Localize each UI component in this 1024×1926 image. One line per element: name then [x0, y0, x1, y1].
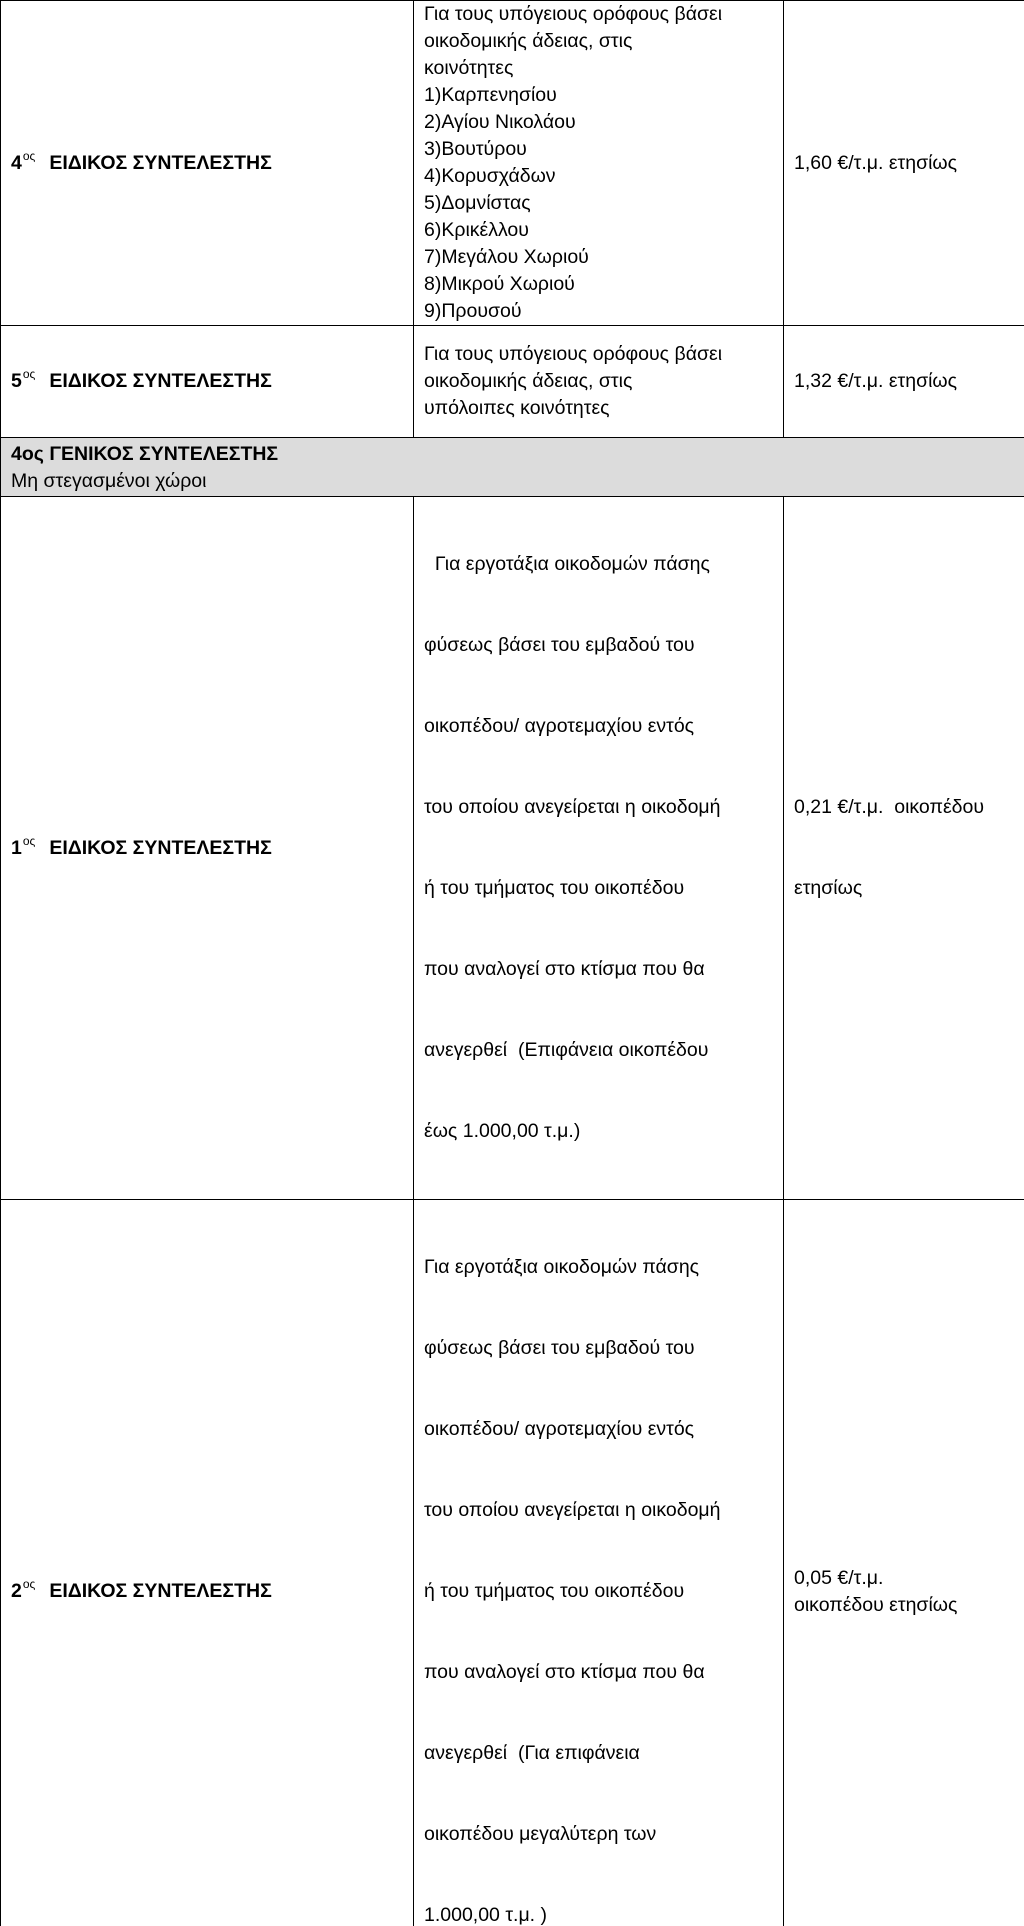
description-cell [414, 497, 784, 1200]
rate-value: 1,60 €/τ.μ. ετησίως [794, 150, 1018, 177]
description-line: οικοδομικής άδειας, στις [424, 368, 777, 395]
general-coefficient-title: 4ος ΓΕΝΙΚΟΣ ΣΥΝΤΕΛΕΣΤΗΣ [11, 441, 1018, 468]
description-line: Για εργοτάξια οικοδομών πάσης [424, 1254, 777, 1281]
general-coefficient-row [1, 438, 1024, 497]
description-line: Για τους υπόγειους ορόφους βάσει [424, 341, 777, 368]
coefficient-label: ΕΙΔΙΚΟΣ ΣΥΝΤΕΛΕΣΤΗΣ [49, 152, 271, 174]
description-line: 2)Αγίου Νικολάου [424, 109, 777, 136]
ordinal-number: $1^{o\varsigma}$ [11, 835, 35, 862]
description-line: 9)Προυσού [424, 298, 777, 325]
rate-cell [784, 497, 1024, 1200]
table-row [1, 1200, 1024, 1926]
rate-value: ετησίως [794, 875, 1018, 902]
description-line: έως 1.000,00 τ.μ.) [424, 1118, 777, 1145]
general-coefficient-subtitle: Μη στεγασμένοι χώροι [11, 468, 1018, 495]
general-coefficient-cell [1, 438, 1024, 497]
description-line: φύσεως βάσει του εμβαδού του [424, 1335, 777, 1362]
description-line: που αναλογεί στο κτίσμα που θα [424, 1659, 777, 1686]
description-line: ανεγερθεί (Για επιφάνεια [424, 1740, 777, 1767]
description-line: 1)Καρπενησίου [424, 82, 777, 109]
description-line: 8)Μικρού Χωριού [424, 271, 777, 298]
rate-cell [784, 326, 1024, 438]
description-line: 7)Μεγάλου Χωριού [424, 244, 777, 271]
description-line: που αναλογεί στο κτίσμα που θα [424, 956, 777, 983]
description-cell [414, 326, 784, 438]
description-line: φύσεως βάσει του εμβαδού του [424, 632, 777, 659]
description-line: 5)Δομνίστας [424, 190, 777, 217]
ordinal-number: $4^{o\varsigma}$ [11, 150, 35, 177]
description-line: του οποίου ανεγείρεται η οικοδομή [424, 794, 777, 821]
coefficient-label: ΕΙΔΙΚΟΣ ΣΥΝΤΕΛΕΣΤΗΣ [49, 837, 271, 859]
rate-cell [784, 1, 1024, 326]
description-line: ή του τμήματος του οικοπέδου [424, 1578, 777, 1605]
description-line: οικοπέδου/ αγροτεμαχίου εντός [424, 1416, 777, 1443]
description-line: Για τους υπόγειους ορόφους βάσει [424, 1, 777, 28]
description-line: 1.000,00 τ.μ. ) [424, 1902, 777, 1926]
coefficient-label-cell [1, 1200, 414, 1926]
description-line: ανεγερθεί (Επιφάνεια οικοπέδου [424, 1037, 777, 1064]
coefficient-label-cell [1, 326, 414, 438]
table-row [1, 326, 1024, 438]
coefficient-label: ΕΙΔΙΚΟΣ ΣΥΝΤΕΛΕΣΤΗΣ [49, 370, 271, 392]
rate-value: οικοπέδου ετησίως [794, 1592, 1018, 1619]
description-line: οικοπέδου/ αγροτεμαχίου εντός [424, 713, 777, 740]
description-line: Για εργοτάξια οικοδομών πάσης [424, 551, 777, 578]
description-cell [414, 1, 784, 326]
ordinal-number: $5^{o\varsigma}$ [11, 368, 35, 395]
coefficient-label-cell [1, 497, 414, 1200]
table-row [1, 497, 1024, 1200]
description-line: 6)Κρικέλλου [424, 217, 777, 244]
description-line: υπόλοιπες κοινότητες [424, 395, 777, 422]
coefficient-label: ΕΙΔΙΚΟΣ ΣΥΝΤΕΛΕΣΤΗΣ [49, 1580, 271, 1602]
coefficient-label-cell [1, 1, 414, 326]
rate-value: 0,05 €/τ.μ. [794, 1565, 1018, 1592]
description-line: 3)Βουτύρου [424, 136, 777, 163]
rate-cell [784, 1200, 1024, 1926]
description-line: του οποίου ανεγείρεται η οικοδομή [424, 1497, 777, 1524]
description-cell [414, 1200, 784, 1926]
rate-value: 0,21 €/τ.μ. οικοπέδου [794, 794, 1018, 821]
description-line: οικοδομικής άδειας, στις [424, 28, 777, 55]
ordinal-number: $2^{o\varsigma}$ [11, 1578, 35, 1605]
description-line: κοινότητες [424, 55, 777, 82]
description-line: 4)Κορυσχάδων [424, 163, 777, 190]
rate-value: 1,32 €/τ.μ. ετησίως [794, 368, 1018, 395]
description-line: οικοπέδου μεγαλύτερη των [424, 1821, 777, 1848]
table-row [1, 1, 1024, 326]
description-line: ή του τμήματος του οικοπέδου [424, 875, 777, 902]
